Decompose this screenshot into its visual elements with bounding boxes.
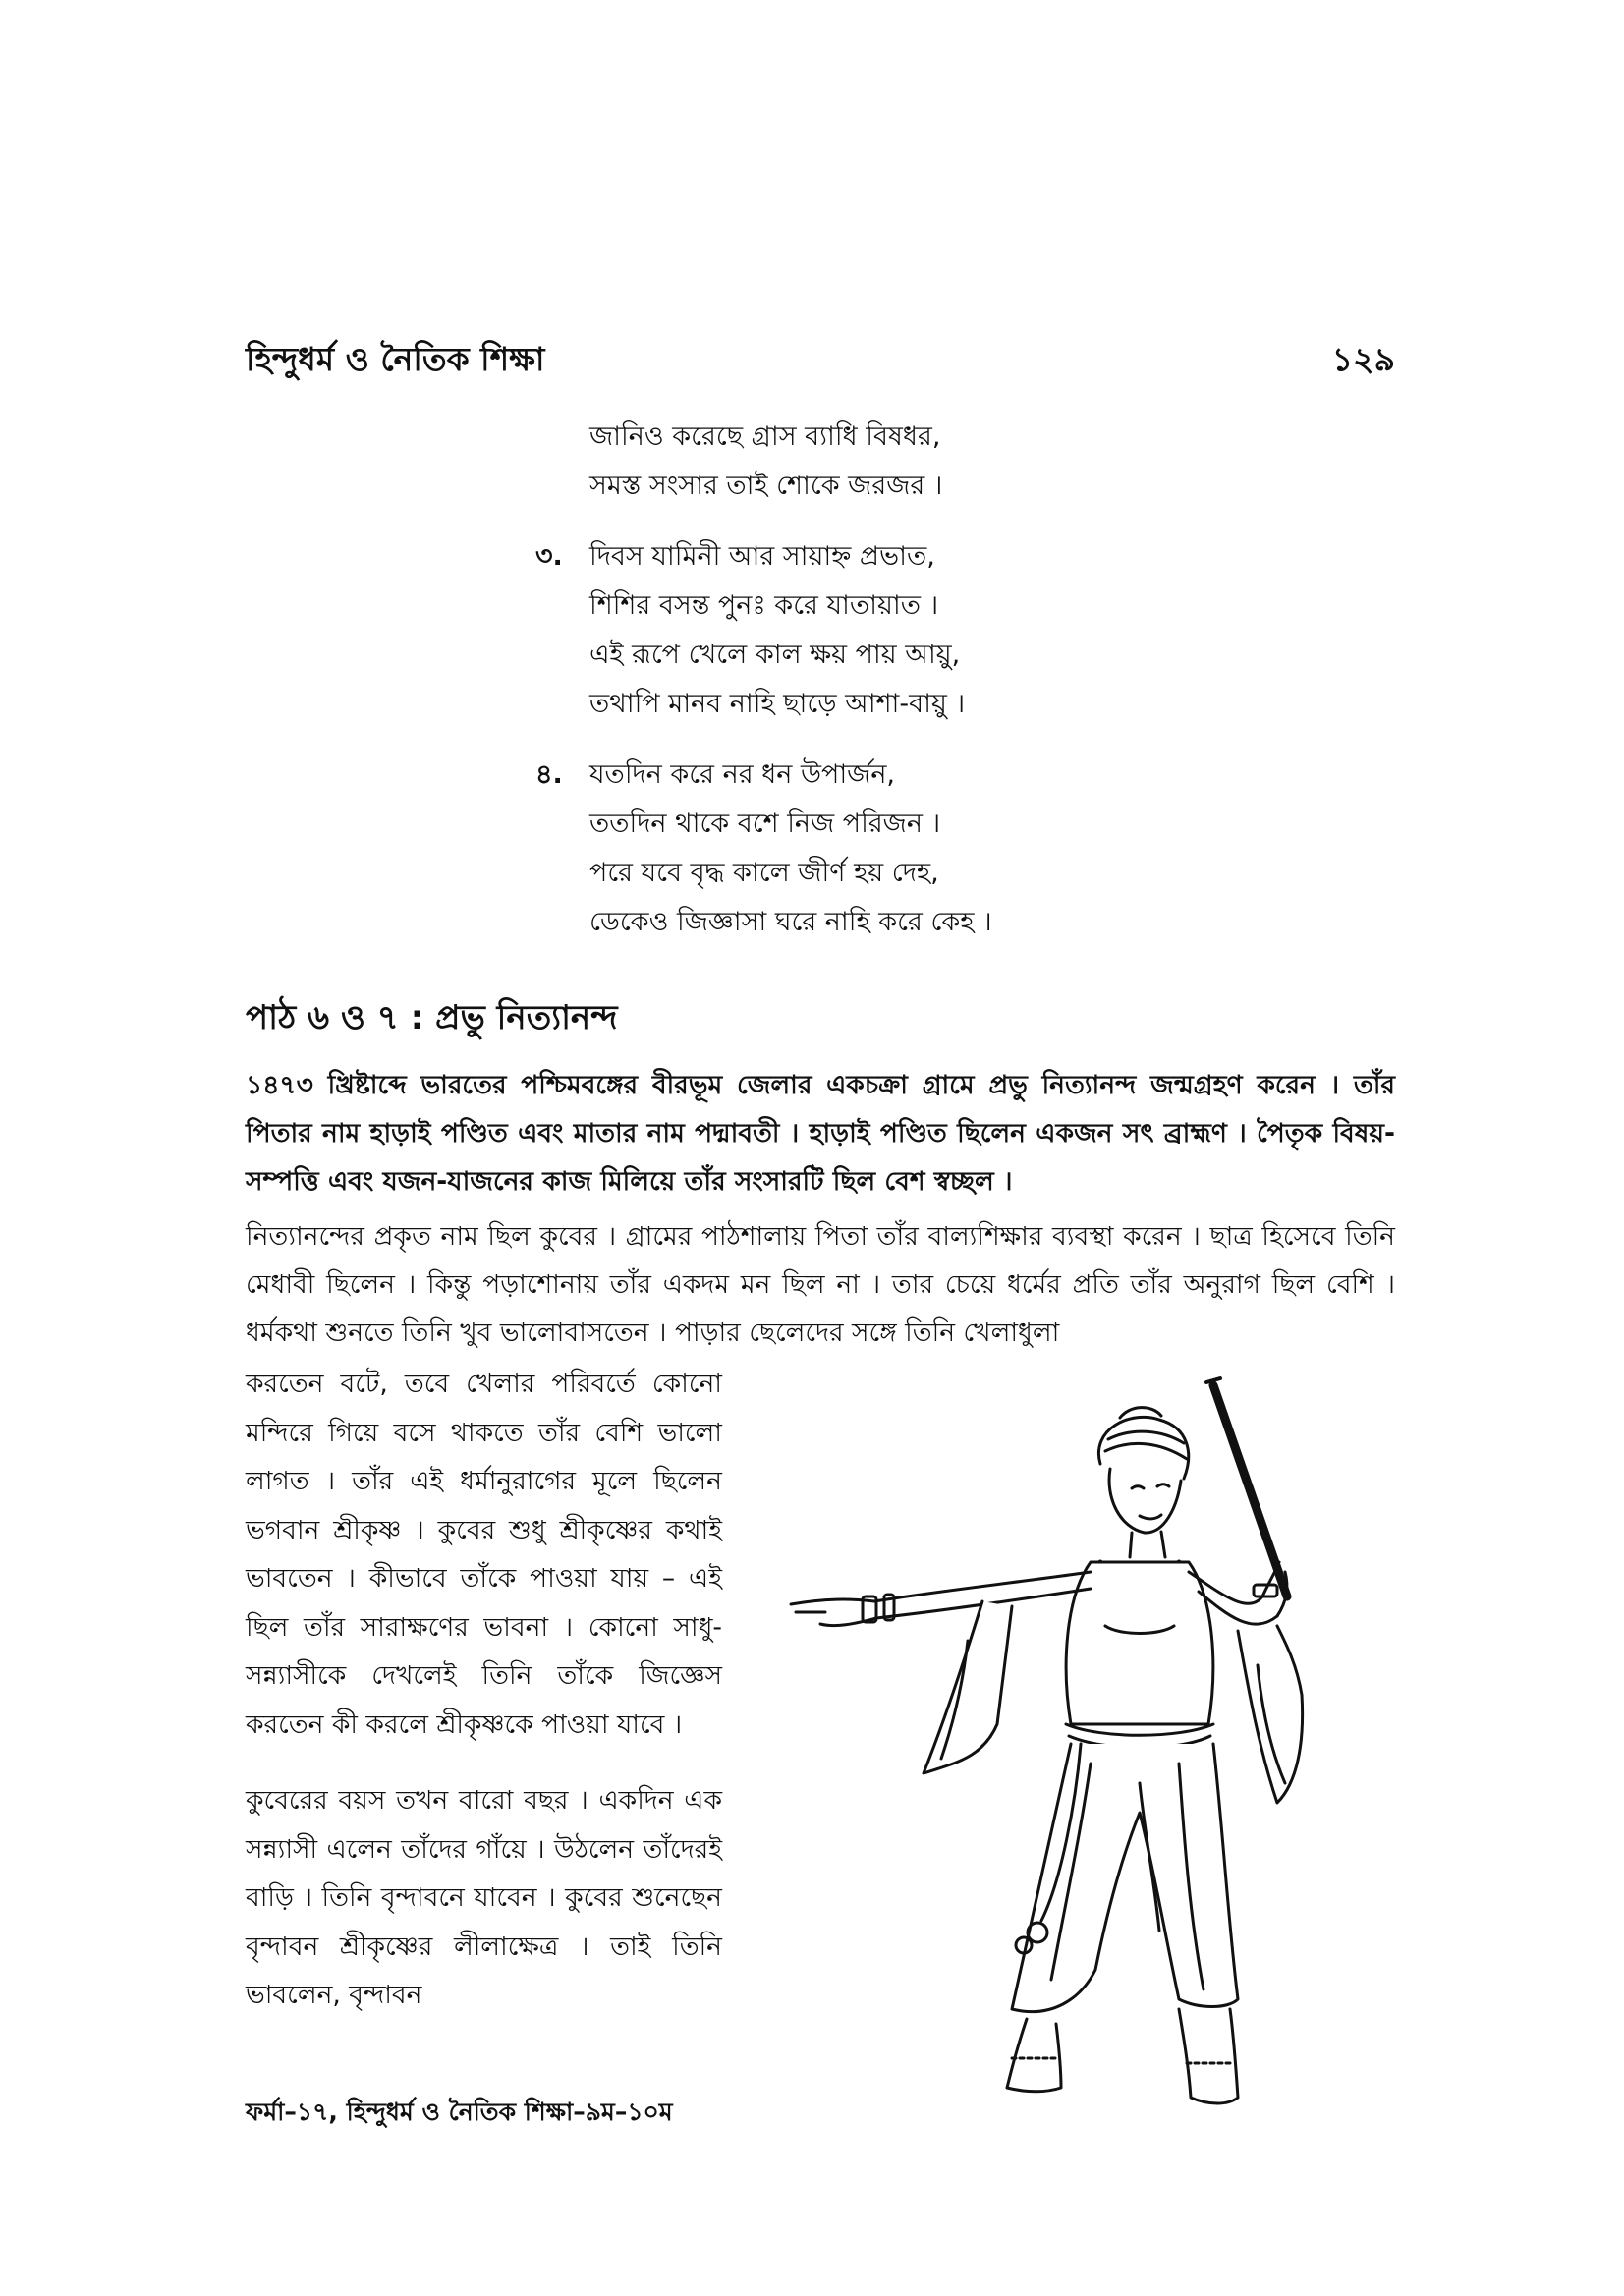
poem-line: পরে যবে বৃদ্ধ কালে জীর্ণ হয় দেহ, bbox=[589, 858, 939, 888]
paragraph-childhood: নিত্যানন্দের প্রকৃত নাম ছিল কুবের । গ্রামের পাঠশালায় পিতা তাঁর বাল্যশিক্ষার ব্যবস্থা করেন । ছাত্র হিসেবে তিনি মেধাবী ছিলেন । কিন্তু পড়াশোনায় তাঁর একদম মন ছিল না । তার চেয়ে ধর্মের প্রতি তাঁর অনুরাগ ছিল বেশি । ধর্মকথা শুনতে তিনি খুব ভালোবাসতেন । পাড়ার ছেলেদের সঙ্গে তিনি খেলাধুলা bbox=[246, 1221, 1395, 1348]
book-title: হিন্দুধর্ম ও নৈতিক শিক্ষা bbox=[246, 340, 545, 378]
poem-line: যতদিন করে নর ধন উপার্জন, bbox=[589, 759, 896, 790]
paragraph-devotion: করতেন বটে, তবে খেলার পরিবর্তে কোনো মন্দিরে গিয়ে বসে থাকতে তাঁর বেশি ভালো লাগত । তাঁর এই ধর্মানুরাগের মূলে ছিলেন ভগবান শ্রীকৃষ্ণ । কুবের শুধু শ্রীকৃষ্ণের কথাই ভাবতেন । কীভাবে তাঁকে পাওয়া যায় – এই ছিল তাঁর সারাক্ষণের ভাবনা । কোনো সাধু- সন্ন্যাসীকে দেখলেই তিনি তাঁকে জিজ্ঞেস করতেন কী করলে শ্রীকৃষ্ণকে পাওয়া যাবে । bbox=[246, 1369, 722, 1740]
stanza-number: ৩. bbox=[535, 541, 563, 572]
poem-line: দিবস যামিনী আর সায়াহ্ন প্রভাত, bbox=[589, 541, 935, 572]
poem-line: শিশির বসন্ত পুনঃ করে যাতায়াত । bbox=[589, 590, 939, 621]
page-number: ১২৯ bbox=[1331, 340, 1395, 378]
poem-line: ততদিন থাকে বশে নিজ পরিজন । bbox=[589, 809, 941, 839]
poem-stanza bbox=[535, 751, 1145, 947]
poem-line: সমস্ত সংসার তাই শোকে জরজর । bbox=[589, 471, 943, 501]
poem-line: তথাপি মানব নাহি ছাড়ে আশা-বায়ু । bbox=[589, 689, 966, 719]
dancing-figure-icon bbox=[766, 1371, 1316, 2137]
poem-line: এই রূপে খেলে কাল ক্ষয় পায় আয়ু, bbox=[589, 640, 961, 670]
poem-stanza bbox=[535, 413, 1145, 511]
lesson-heading: পাঠ ৬ ও ৭ : প্রভু নিত্যানন্দ bbox=[246, 998, 618, 1037]
poem-line: জানিও করেছে গ্রাস ব্যাধি বিষধর, bbox=[589, 421, 941, 452]
footer-note: ফর্মা–১৭, হিন্দুধর্ম ও নৈতিক শিক্ষা–৯ম–১০ম bbox=[246, 2098, 673, 2126]
paragraph-sannyasi: কুবেরের বয়স তখন বারো বছর । একদিন এক সন্ন্যাসী এলেন তাঁদের গাঁয়ে । উঠলেন তাঁদেরই বাড়ি । তিনি বৃন্দাবনে যাবেন । কুবের শুনেছেন বৃন্দাবন শ্রীকৃষ্ণের লীলাক্ষেত্র । তাই তিনি ভাবলেন, বৃন্দাবন bbox=[246, 1785, 722, 2010]
poem bbox=[535, 413, 1145, 969]
running-head bbox=[246, 334, 1395, 383]
poem-line: ডেকেও জিজ্ঞাসা ঘরে নাহি করে কেহ । bbox=[589, 907, 992, 937]
stanza-number: ৪. bbox=[535, 759, 563, 790]
paragraph-birth: ১৪৭৩ খ্রিষ্টাব্দে ভারতের পশ্চিমবঙ্গের বীরভূম জেলার একচক্রা গ্রামে প্রভু নিত্যানন্দ জন্মগ্রহণ করেন । তাঁর পিতার নাম হাড়াই পণ্ডিত এবং মাতার নাম পদ্মাবতী । হাড়াই পণ্ডিত ছিলেন একজন সৎ ব্রাহ্মণ । পৈতৃক বিষয়-সম্পত্তি এবং যজন-যাজনের কাজ মিলিয়ে তাঁর সংসারটি ছিল বেশ স্বচ্ছল । bbox=[246, 1070, 1395, 1197]
poem-stanza bbox=[535, 532, 1145, 729]
